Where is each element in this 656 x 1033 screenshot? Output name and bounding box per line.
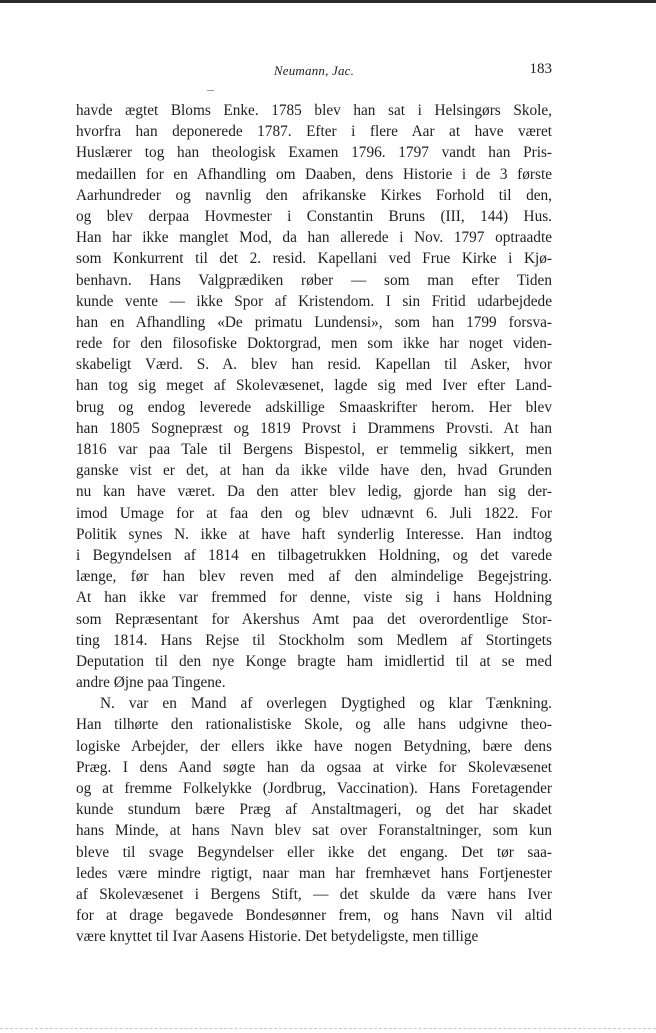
text-line: havde ægtet Bloms Enke. 1785 blev han sat i Helsingørs Skole, [76, 102, 552, 119]
text-line: At han ikke var fremmed for denne, viste sig i hans Holdning [76, 589, 552, 607]
text-line: Deputation til den nye Konge bragte ham imidlertid til at se med [76, 652, 552, 670]
text-line: Aarhundreder og navnlig den afrikanske Kirkes Forhold til den, [76, 186, 552, 204]
text-line: være knyttet til Ivar Aasens Historie. Det betydeligste, men tillige [76, 928, 479, 946]
text-line: bleve til svage Begyndelser eller ikke det engang. Det tør saa- [76, 843, 552, 861]
text-line: kunde vente — ikke Spor af Kristendom. I sin Fritid udarbejdede [76, 292, 552, 310]
text-line: imod Umage for at faa den og blev udnævnt 6. Juli 1822. For [76, 504, 552, 522]
text-line: af Skolevæsenet i Bergens Stift, — det skulde da være hans Iver [76, 885, 552, 903]
page-header [76, 63, 552, 85]
text-line: hvorfra han deponerede 1787. Efter i flere Aar at have været [76, 123, 552, 141]
text-line: ganske vist er det, at han da ikke vilde have den, hvad Grunden [76, 462, 552, 480]
text-line: ledes være mindre rigtigt, naar man har fremhævet hans Fortjenester [76, 864, 552, 882]
text-line: Han har ikke manglet Mod, da han allerede i Nov. 1797 optraadte [76, 229, 552, 247]
text-line: Præg. I dens Aand søgte han da ogsaa at virke for Skolevæsenet [76, 758, 552, 776]
text-line: medaillen for en Afhandling om Daaben, dens Historie i de 3 første [76, 165, 552, 183]
page-number: 183 [529, 61, 552, 77]
text-line: logiske Arbejder, der ellers ikke have nogen Betydning, bære dens [76, 737, 552, 755]
text-line: som Repræsentant for Akershus Amt paa det overordentlige Stor- [76, 610, 552, 628]
text-line: N. var en Mand af overlegen Dygtighed og klar Tænkning. [100, 695, 552, 713]
text-line: for at drage begavede Bondesønner frem, og hans Navn vil altid [76, 907, 552, 925]
text-line: som Konkurrent til det 2. resid. Kapellani ved Frue Kirke i Kjø- [76, 250, 552, 268]
paragraph [76, 100, 552, 693]
text-line: 1816 var paa Tale til Bergens Bispestol, er temmelig sikkert, men [76, 441, 552, 458]
text-line: længe, før han blev reven med af den almindelige Begejstring. [76, 568, 552, 586]
text-line: og at fremme Folkelykke (Jordbrug, Vaccination). Hans Foretagender [76, 780, 552, 797]
text-line: han 1805 Sognepræst og 1819 Provst i Drammens Provsti. At han [76, 419, 552, 437]
text-line: Politik synes N. ikke at have haft synderlig Interesse. Han indtog [76, 525, 552, 543]
text-line: nu kan have været. Da den atter blev ledig, gjorde han sig der- [76, 483, 552, 501]
text-line: kunde stundum bære Præg af Anstaltmageri, og det har skadet [76, 801, 552, 819]
margin-mark [207, 90, 214, 91]
text-line: hans Minde, at hans Navn blev sat over Foranstaltninger, som kun [76, 822, 552, 840]
text-line: i Begyndelsen af 1814 en tilbagetrukken Holdning, og det varede [76, 546, 552, 564]
page-top-rule [0, 0, 656, 3]
running-head: Neumann, Jac. [273, 63, 355, 78]
body-text [76, 100, 552, 948]
text-line: andre Øjne paa Tingene. [76, 674, 226, 692]
text-line: Han tilhørte den rationalistiske Skole, og alle hans udgivne theo- [76, 716, 552, 734]
page-bottom-edge [0, 1028, 656, 1029]
paragraph [76, 693, 552, 947]
text-line: han tog sig meget af Skolevæsenet, lagde sig med Iver efter Land- [76, 377, 552, 395]
text-line: benhavn. Hans Valgprædiken røber — som man efter Tiden [76, 271, 552, 289]
text-line: rede for den filosofiske Doktorgrad, men som ikke har noget viden- [76, 335, 552, 353]
text-line: og blev derpaa Hovmester i Constantin Bruns (III, 144) Hus. [76, 207, 552, 225]
text-line: han en Afhandling «De primatu Lundensi», som han 1799 forsva- [76, 313, 552, 331]
text-line: ting 1814. Hans Rejse til Stockholm som Medlem af Stortingets [76, 631, 552, 649]
text-line: skabeligt Værd. S. A. blev han resid. Kapellan til Asker, hvor [76, 356, 552, 374]
text-line: Huslærer tog han theologisk Examen 1796. 1797 vandt han Pris- [76, 144, 552, 162]
text-line: brug og endog leverede adskillige Smaaskrifter herom. Her blev [76, 398, 552, 416]
